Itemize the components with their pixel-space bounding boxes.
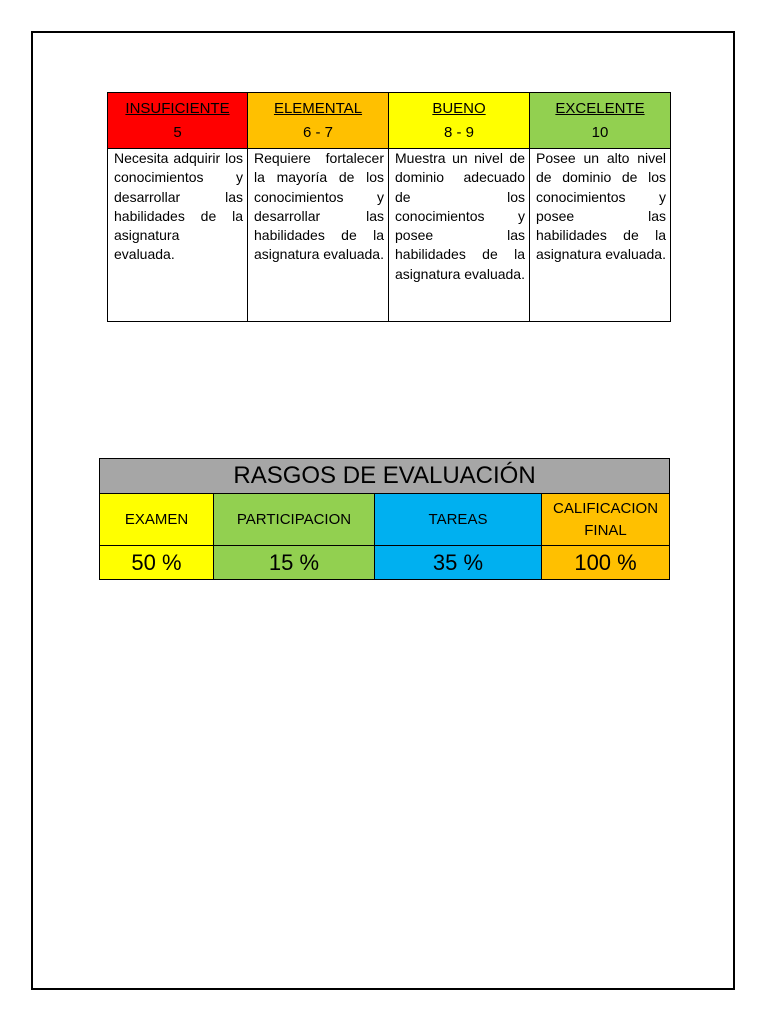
performance-levels-table xyxy=(107,92,671,322)
level-description-insuficiente: Necesita adquirir los conocimientos y desarrollar las habilidades de la asignatura evaluada. xyxy=(108,149,248,322)
level-range: 5 xyxy=(173,123,182,141)
criterion-percent-participacion: 15 % xyxy=(214,546,375,580)
level-header-bueno xyxy=(389,93,530,149)
criterion-percent-examen: 50 % xyxy=(100,546,214,580)
evaluation-title: RASGOS DE EVALUACIÓN xyxy=(100,459,670,494)
criterion-label-examen: EXAMEN xyxy=(100,494,214,546)
criterion-label-tareas: TAREAS xyxy=(375,494,542,546)
level-name: EXCELENTE xyxy=(555,99,645,117)
level-header-excelente xyxy=(530,93,671,149)
level-name: ELEMENTAL xyxy=(273,99,363,117)
level-range: 6 - 7 xyxy=(302,123,333,141)
level-range: 10 xyxy=(591,123,609,141)
level-description-bueno: Muestra un nivel de dominio adecuado de los conocimientos y posee las habilidades de la asignatura evaluada. xyxy=(389,149,530,322)
criterion-label-participacion: PARTICIPACION xyxy=(214,494,375,546)
criterion-label-calificacion-final: CALIFICACION FINAL xyxy=(542,494,670,546)
criterion-percent-calificacion-final: 100 % xyxy=(542,546,670,580)
criterion-percent-tareas: 35 % xyxy=(375,546,542,580)
level-description-elemental: Requiere fortalecer la mayoría de los conocimientos y desarrollar las habilidades de la asignatura evaluada. xyxy=(248,149,389,322)
level-description-excelente: Posee un alto nivel de dominio de los conocimientos y posee las habilidades de la asignatura evaluada. xyxy=(530,149,671,322)
level-name: INSUFICIENTE xyxy=(125,99,230,117)
level-header-elemental xyxy=(248,93,389,149)
level-range: 8 - 9 xyxy=(443,123,474,141)
level-header-insuficiente xyxy=(108,93,248,149)
evaluation-criteria-table xyxy=(99,458,670,580)
level-name: BUENO xyxy=(432,99,486,117)
